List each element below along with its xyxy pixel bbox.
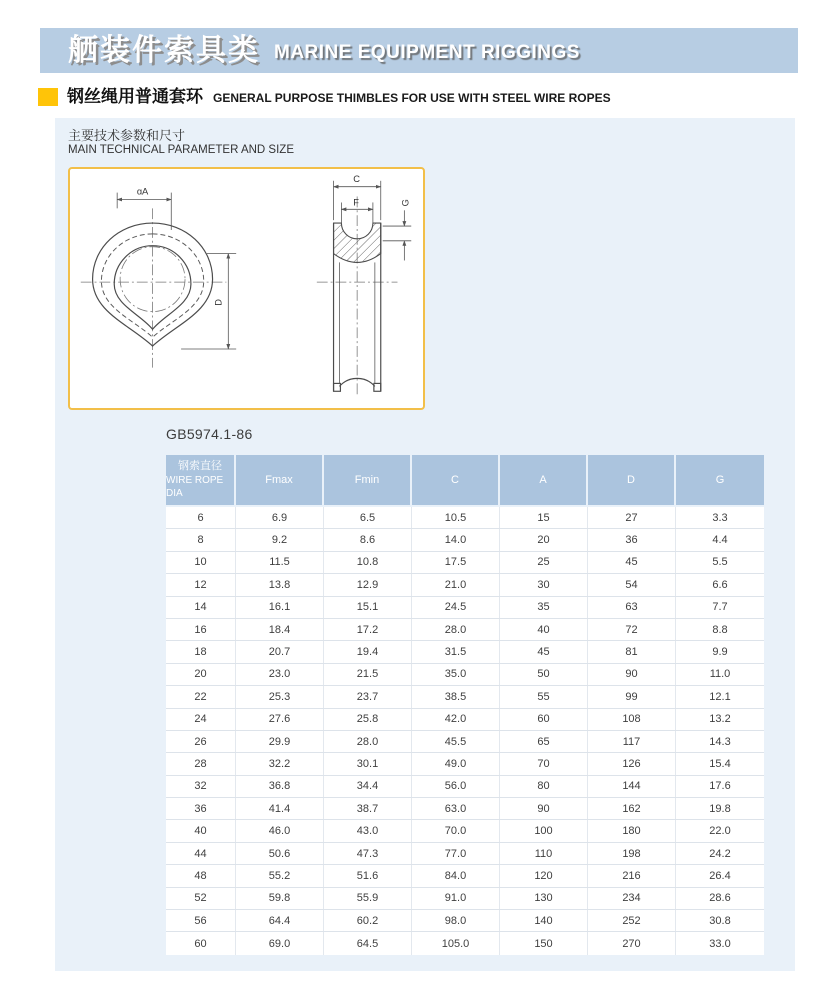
table-cell: 216 xyxy=(588,865,676,886)
table-cell: 36 xyxy=(166,798,236,819)
table-cell: 25 xyxy=(500,552,588,573)
side-view xyxy=(317,174,411,397)
table-row xyxy=(166,709,764,731)
table-cell: 90 xyxy=(500,798,588,819)
table-cell: 27 xyxy=(588,507,676,528)
table-cell: 10.8 xyxy=(324,552,412,573)
table-cell: 84.0 xyxy=(412,865,500,886)
table-cell: 6.6 xyxy=(712,578,728,591)
col-header-label: A xyxy=(539,473,547,486)
table-cell: 80 xyxy=(500,776,588,797)
table-row xyxy=(166,507,764,529)
table-cell: 7.7 xyxy=(712,601,728,614)
table-cell: 15.1 xyxy=(324,597,412,618)
table-cell: 40 xyxy=(500,619,588,640)
table-cell: 11.5 xyxy=(236,552,324,573)
table-cell: 16 xyxy=(166,619,236,640)
table-cell: 55 xyxy=(500,686,588,707)
table-cell: 105.0 xyxy=(412,932,500,954)
banner-title-en: MARINE EQUIPMENT RIGGINGS xyxy=(274,42,580,63)
table-cell: 27.6 xyxy=(236,709,324,730)
table-row xyxy=(166,731,764,753)
table-cell: 150 xyxy=(500,932,588,954)
table-cell: 252 xyxy=(588,910,676,931)
col-header-en: WIRE ROPE DIA xyxy=(166,474,224,500)
table-cell: 8.8 xyxy=(712,623,728,636)
table-cell: 36.8 xyxy=(236,776,324,797)
table-cell: 22.0 xyxy=(709,825,731,838)
table-cell: 64.4 xyxy=(236,910,324,931)
table-cell: 33.0 xyxy=(709,937,731,950)
table-cell: 32 xyxy=(166,776,236,797)
subtitle-en: MAIN TECHNICAL PARAMETER AND SIZE xyxy=(68,144,294,156)
table-cell: 49.0 xyxy=(412,753,500,774)
table-cell: 100 xyxy=(500,820,588,841)
col-header-label: Fmax xyxy=(265,473,293,486)
table-cell: 30.1 xyxy=(324,753,412,774)
table-cell: 23.7 xyxy=(324,686,412,707)
table-cell: 36 xyxy=(588,529,676,550)
col-header-label: C xyxy=(451,473,459,486)
table-cell: 14.3 xyxy=(709,735,731,748)
table-cell: 70.0 xyxy=(412,820,500,841)
table-cell: 26 xyxy=(166,731,236,752)
table-cell: 54 xyxy=(588,574,676,595)
table-cell: 69.0 xyxy=(236,932,324,954)
table-cell: 35.0 xyxy=(412,664,500,685)
col-header-g xyxy=(676,455,764,505)
table-row xyxy=(166,597,764,619)
table-cell: 17.2 xyxy=(324,619,412,640)
table-cell: 24.2 xyxy=(709,847,731,860)
table-row xyxy=(166,798,764,820)
table-cell: 64.5 xyxy=(324,932,412,954)
table-cell: 8.6 xyxy=(324,529,412,550)
table-cell: 117 xyxy=(588,731,676,752)
table-cell: 15.4 xyxy=(709,757,731,770)
table-cell: 60 xyxy=(500,709,588,730)
table-cell: 120 xyxy=(500,865,588,886)
dim-label-d: D xyxy=(213,298,224,306)
subtitle-zh: 主要技术参数和尺寸 xyxy=(68,128,186,143)
table-cell: 20.7 xyxy=(236,641,324,662)
table-cell: 98.0 xyxy=(412,910,500,931)
technical-drawing xyxy=(68,167,425,410)
table-header-row xyxy=(166,455,764,505)
table-cell: 144 xyxy=(588,776,676,797)
section-title-zh: 钢丝绳用普通套环 xyxy=(67,87,203,107)
table-cell: 50 xyxy=(500,664,588,685)
table-cell: 60.2 xyxy=(324,910,412,931)
col-header-wire-rope-dia xyxy=(166,455,236,505)
table-cell: 12.9 xyxy=(324,574,412,595)
table-cell: 99 xyxy=(588,686,676,707)
table-cell: 9.2 xyxy=(236,529,324,550)
table-row xyxy=(166,820,764,842)
table-cell: 30 xyxy=(500,574,588,595)
front-view xyxy=(81,187,236,368)
table-cell: 63.0 xyxy=(412,798,500,819)
col-header-label: G xyxy=(715,473,725,486)
table-cell: 17.5 xyxy=(412,552,500,573)
table-cell: 198 xyxy=(588,843,676,864)
table-cell: 126 xyxy=(588,753,676,774)
table-row xyxy=(166,619,764,641)
table-cell: 10.5 xyxy=(412,507,500,528)
table-cell: 234 xyxy=(588,888,676,909)
table-cell: 26.4 xyxy=(709,869,731,882)
table-cell: 22 xyxy=(166,686,236,707)
yellow-bullet-icon xyxy=(38,88,58,106)
table-cell: 40 xyxy=(166,820,236,841)
table-row xyxy=(166,932,764,954)
table-cell: 28.6 xyxy=(709,892,731,905)
table-cell: 28 xyxy=(166,753,236,774)
table-row xyxy=(166,843,764,865)
table-row xyxy=(166,529,764,551)
table-cell: 34.4 xyxy=(324,776,412,797)
table-cell: 6.5 xyxy=(324,507,412,528)
table-cell: 63 xyxy=(588,597,676,618)
dim-label-f: F xyxy=(353,197,359,208)
table-cell: 12 xyxy=(166,574,236,595)
table-cell: 108 xyxy=(588,709,676,730)
table-cell: 9.9 xyxy=(712,646,728,659)
table-cell: 6.9 xyxy=(236,507,324,528)
table-cell: 38.5 xyxy=(412,686,500,707)
table-cell: 23.0 xyxy=(236,664,324,685)
table-cell: 56 xyxy=(166,910,236,931)
table-cell: 21.5 xyxy=(324,664,412,685)
table-cell: 28.0 xyxy=(324,731,412,752)
col-header-c xyxy=(412,455,500,505)
table-cell: 21.0 xyxy=(412,574,500,595)
dim-label-c: C xyxy=(353,173,360,184)
col-header-zh: 钢索直径 xyxy=(178,460,222,473)
table-row xyxy=(166,910,764,932)
table-cell: 8 xyxy=(166,529,236,550)
table-cell: 91.0 xyxy=(412,888,500,909)
banner-title-zh: 舾装件索具类 xyxy=(68,33,260,67)
table-cell: 19.4 xyxy=(324,641,412,662)
table-body xyxy=(166,505,764,955)
table-cell: 81 xyxy=(588,641,676,662)
table-cell: 55.2 xyxy=(236,865,324,886)
table-row xyxy=(166,641,764,663)
table-cell: 44 xyxy=(166,843,236,864)
table-cell: 25.3 xyxy=(236,686,324,707)
table-row xyxy=(166,776,764,798)
table-cell: 45 xyxy=(588,552,676,573)
col-header-label: Fmin xyxy=(354,473,380,486)
table-cell: 45.5 xyxy=(412,731,500,752)
table-cell: 48 xyxy=(166,865,236,886)
table-cell: 162 xyxy=(588,798,676,819)
table-cell: 3.3 xyxy=(712,511,728,524)
table-cell: 24 xyxy=(166,709,236,730)
table-cell: 15 xyxy=(500,507,588,528)
dim-label-g: G xyxy=(400,199,411,207)
table-cell: 17.6 xyxy=(709,780,731,793)
table-cell: 4.4 xyxy=(712,534,728,547)
table-cell: 11.0 xyxy=(709,668,731,681)
table-cell: 18 xyxy=(166,641,236,662)
table-row xyxy=(166,888,764,910)
table-cell: 6 xyxy=(166,507,236,528)
table-cell: 30.8 xyxy=(709,914,731,927)
table-cell: 41.4 xyxy=(236,798,324,819)
table-row xyxy=(166,552,764,574)
page-banner xyxy=(40,28,798,73)
table-cell: 180 xyxy=(588,820,676,841)
table-cell: 5.5 xyxy=(712,556,728,569)
table-row xyxy=(166,574,764,596)
standard-number: GB5974.1-86 xyxy=(166,426,253,442)
table-cell: 18.4 xyxy=(236,619,324,640)
table-cell: 19.8 xyxy=(709,802,731,815)
table-cell: 20 xyxy=(500,529,588,550)
table-cell: 32.2 xyxy=(236,753,324,774)
section-title-en: GENERAL PURPOSE THIMBLES FOR USE WITH STEEL WIRE ROPES xyxy=(213,91,611,106)
table-cell: 70 xyxy=(500,753,588,774)
table-row xyxy=(166,686,764,708)
table-cell: 140 xyxy=(500,910,588,931)
table-cell: 50.6 xyxy=(236,843,324,864)
table-cell: 47.3 xyxy=(324,843,412,864)
table-cell: 77.0 xyxy=(412,843,500,864)
dim-label-a: ɑA xyxy=(136,186,149,197)
table-cell: 65 xyxy=(500,731,588,752)
col-header-d xyxy=(588,455,676,505)
section-heading xyxy=(38,88,611,107)
col-header-fmin xyxy=(324,455,412,505)
content-panel xyxy=(55,118,795,971)
table-row xyxy=(166,865,764,887)
table-cell: 28.0 xyxy=(412,619,500,640)
table-cell: 10 xyxy=(166,552,236,573)
table-cell: 56.0 xyxy=(412,776,500,797)
table-cell: 38.7 xyxy=(324,798,412,819)
col-header-a xyxy=(500,455,588,505)
table-cell: 31.5 xyxy=(412,641,500,662)
table-cell: 43.0 xyxy=(324,820,412,841)
table-cell: 24.5 xyxy=(412,597,500,618)
table-cell: 25.8 xyxy=(324,709,412,730)
table-cell: 52 xyxy=(166,888,236,909)
table-cell: 35 xyxy=(500,597,588,618)
table-row xyxy=(166,664,764,686)
table-cell: 90 xyxy=(588,664,676,685)
table-cell: 60 xyxy=(166,932,236,954)
table-cell: 13.8 xyxy=(236,574,324,595)
table-cell: 46.0 xyxy=(236,820,324,841)
table-cell: 16.1 xyxy=(236,597,324,618)
table-cell: 14.0 xyxy=(412,529,500,550)
table-cell: 110 xyxy=(500,843,588,864)
col-header-label: D xyxy=(627,473,635,486)
table-cell: 270 xyxy=(588,932,676,954)
table-cell: 29.9 xyxy=(236,731,324,752)
table-cell: 20 xyxy=(166,664,236,685)
table-cell: 51.6 xyxy=(324,865,412,886)
table-cell: 55.9 xyxy=(324,888,412,909)
table-cell: 45 xyxy=(500,641,588,662)
table-cell: 130 xyxy=(500,888,588,909)
table-cell: 72 xyxy=(588,619,676,640)
table-cell: 42.0 xyxy=(412,709,500,730)
parameter-table xyxy=(166,455,764,955)
table-cell: 13.2 xyxy=(709,713,731,726)
table-cell: 59.8 xyxy=(236,888,324,909)
col-header-fmax xyxy=(236,455,324,505)
table-cell: 12.1 xyxy=(709,690,731,703)
table-cell: 14 xyxy=(166,597,236,618)
table-row xyxy=(166,753,764,775)
